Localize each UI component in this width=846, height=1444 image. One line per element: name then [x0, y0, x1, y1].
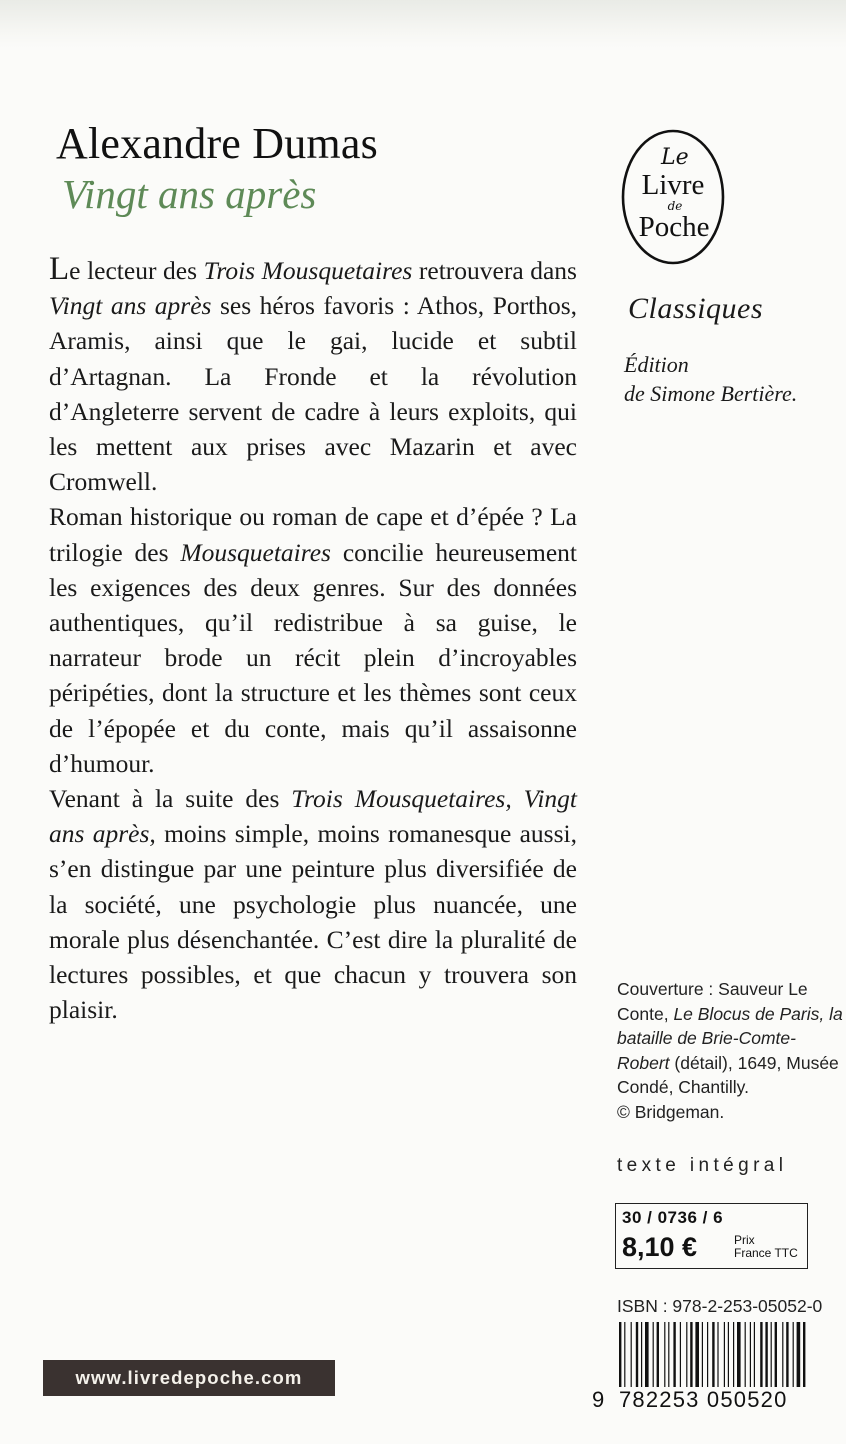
barcode-bar — [754, 1322, 755, 1388]
text-run: concilie heureusement les exigences des deux genres. Sur des données authentiques, qu’il redistribue à sa guise, le narrateur brode un récit plein d’incroyables péripéties, dont la structure et les thèmes sont ceux de l’épopée et du conte, mais qu’il assaisonne d’humour. — [49, 537, 577, 778]
drop-cap: L — [49, 251, 70, 287]
text-run: ses héros favoris : Athos, Porthos, Aramis, ainsi que le gai, lucide et subtil d’Artagnan. La Fronde et la révolution d’Angleterre servent de cadre à leurs exploits, qui les mettent aux prises avec Mazarin et avec Cromwell. — [49, 291, 577, 497]
price-amount: 8,10 € — [622, 1232, 698, 1262]
logo-text-de: de — [667, 199, 683, 213]
italic-run: Vingt ans après, — [49, 784, 578, 849]
price-box — [615, 1203, 808, 1269]
cover-credits — [617, 977, 843, 1125]
top-edge-band — [0, 0, 846, 48]
logo-text-le: Le — [661, 145, 689, 170]
barcode-bar — [745, 1322, 746, 1388]
barcode-bar — [695, 1322, 699, 1388]
barcode-bar — [631, 1322, 632, 1388]
barcode-leading-digit: 9 — [592, 1387, 605, 1412]
text-run: moins simple, moins romanesque aussi, s’en distingue par une peinture plus diversifiée de la société, une psychologie plus nuancée, une morale plus désenchantée. C’est dire la pluralité de lectures possibles, et que chacun y trouvera son plaisir. — [49, 819, 577, 1025]
author-name: Alexandre Dumas — [56, 119, 378, 168]
isbn-number: ISBN : 978-2-253-05052-0 — [617, 1296, 823, 1316]
copyright-line: © Bridgeman. — [617, 1101, 725, 1122]
barcode-bar — [793, 1322, 794, 1388]
barcode-bar — [657, 1322, 659, 1388]
book-title: Vingt ans après — [62, 171, 317, 217]
italic-run: Trois Mousquetaires — [203, 256, 413, 285]
barcode-bar — [760, 1322, 762, 1388]
barcode-bar — [702, 1322, 703, 1388]
product-code: 30 / 0736 / 6 — [622, 1208, 724, 1227]
italic-run: Le Blocus de Paris, la bataille de Brie-Comte-Robert — [617, 1003, 843, 1073]
barcode-bar — [641, 1322, 642, 1388]
text-run: Couverture : Sauveur Le Conte, — [617, 979, 808, 1024]
edition-line-1: Édition — [624, 352, 689, 377]
back-cover-blurb — [49, 252, 577, 1027]
barcode-bar — [771, 1322, 772, 1388]
barcode-bar — [737, 1322, 741, 1388]
italic-run: Mousquetaires — [180, 537, 331, 567]
barcode-bar — [707, 1322, 708, 1388]
barcode-bar — [664, 1322, 665, 1388]
italic-run: Vingt ans après — [49, 291, 212, 321]
text-run: retrouvera dans — [412, 256, 577, 285]
barcode-bar — [724, 1322, 725, 1388]
barcode-bar — [668, 1322, 669, 1388]
barcode-bar — [782, 1322, 783, 1388]
text-run: (détail), 1649, Musée Condé, Chantilly. — [617, 1052, 839, 1098]
barcode-bar — [653, 1322, 654, 1388]
barcode-bar — [775, 1322, 777, 1388]
text-run — [512, 784, 524, 813]
blurb-paragraph-1 — [49, 252, 577, 499]
logo-text-poche: Poche — [638, 211, 710, 243]
barcode-bar — [645, 1322, 649, 1388]
barcode-bar — [673, 1322, 675, 1388]
logo-text-livre: Livre — [641, 169, 705, 201]
text-run: Venant à la suite des — [49, 784, 292, 814]
text-run: Roman historique ou roman de cape et d’épée ? La trilogie des — [49, 502, 577, 567]
barcode-bar — [797, 1322, 801, 1388]
barcode-bar — [636, 1322, 638, 1388]
barcode-bar — [765, 1322, 767, 1388]
barcode-digits: 782253 050520 — [619, 1387, 839, 1413]
series-name: Classiques — [628, 292, 764, 325]
edition-line-2: de Simone Bertière. — [624, 381, 798, 406]
price-label — [734, 1234, 798, 1260]
edition-credit — [624, 350, 797, 408]
price-label-line-2: France TTC — [734, 1246, 798, 1260]
price-label-line-1: Prix — [734, 1233, 755, 1247]
blurb-paragraph-3 — [49, 781, 577, 1027]
barcode-bar — [690, 1322, 692, 1388]
barcode-bar — [728, 1322, 729, 1388]
barcode-bar — [733, 1322, 734, 1388]
italic-run: Trois Mousquetaires, — [291, 784, 512, 814]
livre-de-poche-logo — [619, 128, 727, 266]
website-link[interactable]: www.livredepoche.com — [43, 1360, 335, 1396]
text-run: e lecteur des — [69, 256, 204, 285]
blurb-paragraph-2 — [49, 499, 577, 781]
barcode-bar — [686, 1322, 687, 1388]
barcode-bar — [750, 1322, 751, 1388]
edition-note: texte intégral — [617, 1155, 788, 1176]
barcode-bar — [680, 1322, 681, 1388]
barcode-bar — [786, 1322, 788, 1388]
